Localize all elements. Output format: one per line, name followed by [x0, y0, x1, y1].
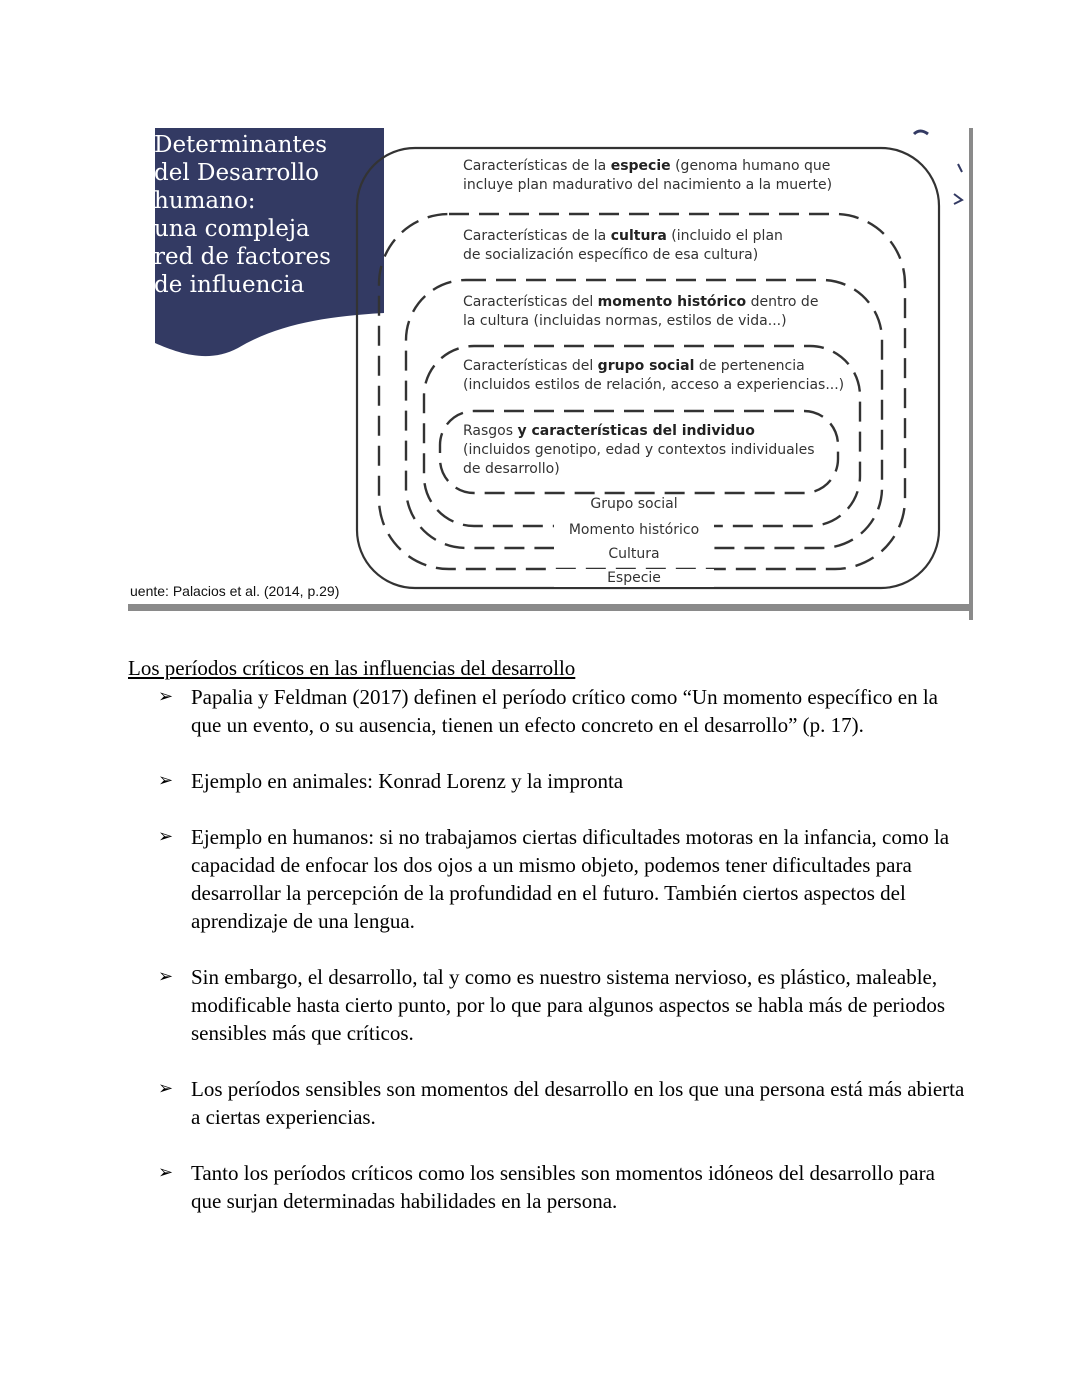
list-item-text: Sin embargo, el desarrollo, tal y como es nuestro sistema nervioso, es plástico, maleable, modificable hasta cierto punto, por lo que para algunos aspectos se habla más de periodos sensibles más que críticos. — [191, 965, 946, 1045]
arrow-bullet-icon: ➢ — [158, 966, 174, 987]
arrow-bullet-icon: ➢ — [158, 770, 174, 791]
list-item-text: Ejemplo en animales: Konrad Lorenz y la impronta — [191, 769, 624, 793]
block-text: (incluido el plan — [666, 228, 783, 244]
arrow-bullet-icon: ➢ — [158, 686, 174, 707]
frame-right-edge — [969, 128, 973, 620]
block-text: Características del — [463, 358, 598, 374]
bullet-list — [158, 683, 968, 1243]
ring-label-grupo-social: Grupo social — [554, 495, 714, 513]
block-text: de socialización específico de esa cultura) — [463, 247, 759, 263]
block-text: dentro de — [746, 294, 819, 310]
determinants-figure — [128, 128, 974, 620]
block-text: (incluidos genotipo, edad y contextos individuales — [463, 442, 815, 458]
figure-title-line: de influencia — [154, 272, 305, 298]
arrow-bullet-icon: ➢ — [158, 1162, 174, 1183]
figure-title — [154, 131, 374, 299]
corner-mark-icon — [914, 131, 928, 134]
block-text: incluye plan madurativo del nacimiento a la muerte) — [463, 177, 833, 193]
block-text: (genoma humano que — [670, 158, 831, 174]
block-text: Características del — [463, 294, 598, 310]
list-item — [158, 683, 968, 739]
ring-label-especie: Especie — [554, 569, 714, 587]
list-item — [158, 823, 968, 935]
list-item — [158, 963, 968, 1047]
block-momento-historico — [463, 293, 818, 331]
block-text: de pertenencia — [694, 358, 805, 374]
list-item — [158, 1159, 968, 1215]
corner-glyph-icon — [954, 164, 962, 204]
block-individuo — [463, 422, 815, 479]
figure-source: uente: Palacios et al. (2014, p.29) — [130, 583, 340, 599]
block-keyword: grupo social — [597, 358, 695, 374]
block-text: Características de la — [463, 158, 611, 174]
block-text: Rasgos — [463, 423, 518, 439]
figure-title-line: humano: — [154, 188, 256, 214]
list-item-text: Papalia y Feldman (2017) definen el período crítico como “Un momento específico en la que un evento, o su ausencia, tienen un efecto concreto en el desarrollo” (p. 17). — [191, 685, 939, 737]
block-text: de desarrollo) — [463, 461, 560, 477]
ring-label-momento-historico: Momento histórico — [554, 521, 714, 539]
block-keyword: especie — [610, 158, 671, 174]
list-item — [158, 767, 968, 795]
block-grupo-social — [463, 357, 844, 395]
list-item-text: Ejemplo en humanos: si no trabajamos ciertas dificultades motoras en la infancia, como la capacidad de enfocar los dos ojos a un mismo objeto, podemos tener dificultades para desarrollar la percepción de la profundidad en el futuro. También ciertos aspectos del aprendizaje de una lengua. — [191, 825, 950, 933]
block-text: Características de la — [463, 228, 611, 244]
block-keyword: cultura — [610, 228, 667, 244]
block-keyword: momento histórico — [597, 294, 747, 310]
block-especie — [463, 157, 832, 195]
figure-title-line: Determinantes — [154, 132, 328, 158]
block-text: (incluidos estilos de relación, acceso a experiencias...) — [463, 377, 845, 393]
figure-title-line: red de factores — [154, 244, 331, 270]
figure-title-line: del Desarrollo — [154, 160, 319, 186]
arrow-bullet-icon: ➢ — [158, 1078, 174, 1099]
ring-label-cultura: Cultura — [554, 545, 714, 563]
arrow-bullet-icon: ➢ — [158, 826, 174, 847]
block-cultura — [463, 227, 783, 265]
figure-title-line: una compleja — [154, 216, 310, 242]
block-text: la cultura (incluidas normas, estilos de vida...) — [463, 313, 787, 329]
section-heading: Los períodos críticos en las influencias del desarrollo — [128, 656, 576, 680]
block-keyword: y características del individuo — [517, 423, 755, 439]
list-item — [158, 1075, 968, 1131]
frame-bottom-edge — [128, 604, 973, 611]
list-item-text: Los períodos sensibles son momentos del desarrollo en los que una persona está más abierta a ciertas experiencias. — [191, 1077, 965, 1129]
list-item-text: Tanto los períodos críticos como los sensibles son momentos idóneos del desarrollo para que surjan determinadas habilidades en la persona. — [191, 1161, 935, 1213]
